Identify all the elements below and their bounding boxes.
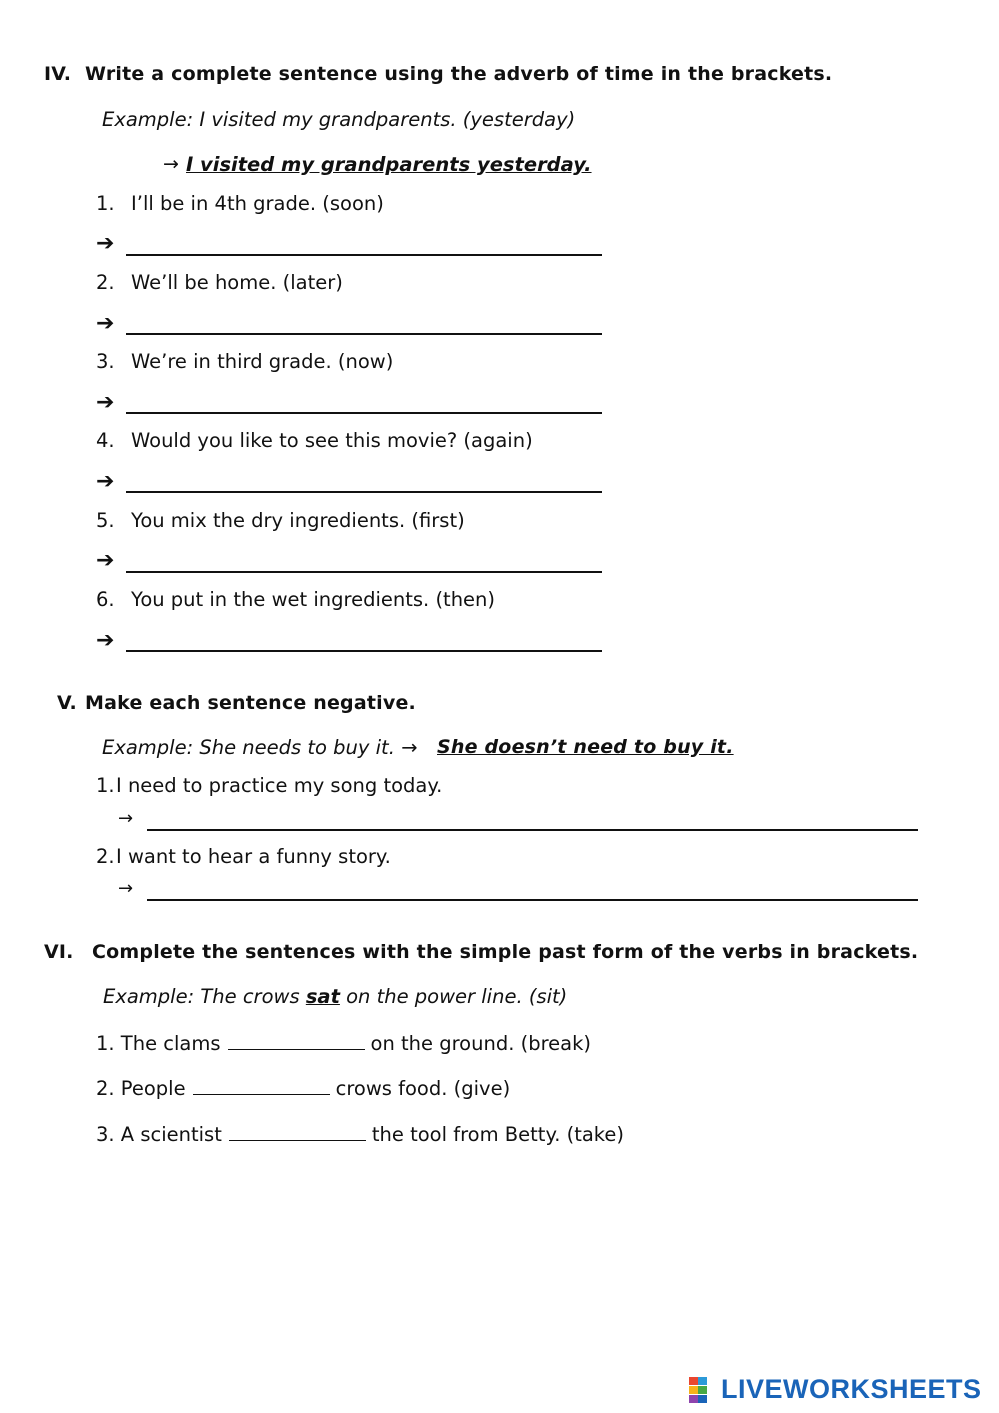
arrow-right-icon: ➔ — [96, 548, 115, 573]
answer-line-5-2[interactable] — [147, 899, 918, 901]
section-4-example-answer: I visited my grandparents yesterday. — [186, 153, 592, 176]
arrow-right-icon: → — [118, 808, 134, 829]
section-5-example-answer: She doesn’t need to buy it. — [437, 736, 734, 758]
answer-line-4-3[interactable] — [126, 412, 602, 414]
arrow-right-icon: ➔ — [96, 390, 115, 415]
section-4-numeral: IV. — [44, 63, 72, 85]
fill-blank-6-1[interactable] — [228, 1031, 365, 1050]
arrow-right-icon: ➔ — [96, 231, 115, 256]
item-6-2-after: crows food. (give) — [335, 1077, 511, 1100]
item-4-3-number: 3. — [96, 350, 115, 373]
arrow-right-icon: ➔ — [96, 469, 115, 494]
item-6-3-after: the tool from Betty. (take) — [371, 1123, 625, 1146]
section-6-example-after: on the power line. (sit) — [346, 985, 568, 1008]
answer-line-4-5[interactable] — [126, 571, 602, 573]
section-5-title: Make each sentence negative. — [85, 692, 416, 714]
item-5-1-text: I need to practice my song today. — [116, 774, 443, 797]
section-6-example-before: Example: The crows — [103, 985, 300, 1008]
section-5-numeral: V. — [57, 692, 77, 714]
arrow-right-icon: → — [118, 878, 134, 899]
item-6-2 — [96, 1076, 510, 1100]
arrow-right-icon: ➔ — [96, 311, 115, 336]
fill-blank-6-2[interactable] — [193, 1076, 330, 1095]
item-5-1-number: 1. — [96, 774, 115, 797]
item-4-6-text: You put in the wet ingredients. (then) — [131, 588, 496, 611]
section-6-title: Complete the sentences with the simple past form of the verbs in brackets. — [92, 941, 919, 963]
item-4-1-number: 1. — [96, 192, 115, 215]
item-4-2-text: We’ll be home. (later) — [131, 271, 343, 294]
section-6-example — [103, 985, 567, 1008]
item-4-6-number: 6. — [96, 588, 115, 611]
section-5-example: Example: She needs to buy it. → — [102, 736, 418, 759]
liveworksheets-logo — [689, 1374, 982, 1405]
item-6-3-before: 3. A scientist — [96, 1123, 222, 1146]
liveworksheets-logo-icon — [689, 1377, 717, 1403]
section-4-example: Example: I visited my grandparents. (yesterday) — [102, 108, 576, 131]
answer-line-4-6[interactable] — [126, 650, 602, 652]
item-5-2-number: 2. — [96, 845, 115, 868]
answer-line-4-4[interactable] — [126, 491, 602, 493]
item-4-4-text: Would you like to see this movie? (again) — [131, 429, 533, 452]
section-6-example-answer: sat — [305, 985, 340, 1008]
item-4-5-text: You mix the dry ingredients. (first) — [131, 509, 465, 532]
item-6-1-before: 1. The clams — [96, 1032, 221, 1055]
item-6-2-before: 2. People — [96, 1077, 186, 1100]
item-6-1-after: on the ground. (break) — [370, 1032, 592, 1055]
item-4-3-text: We’re in third grade. (now) — [131, 350, 394, 373]
section-4-title: Write a complete sentence using the adverb of time in the brackets. — [85, 63, 833, 85]
example-arrow-icon: → — [163, 153, 179, 175]
item-4-4-number: 4. — [96, 429, 115, 452]
answer-line-4-2[interactable] — [126, 333, 602, 335]
answer-line-5-1[interactable] — [147, 829, 918, 831]
answer-line-4-1[interactable] — [126, 254, 602, 256]
section-6-numeral: VI. — [44, 941, 74, 963]
liveworksheets-logo-text: LIVEWORKSHEETS — [721, 1374, 982, 1404]
item-4-5-number: 5. — [96, 509, 115, 532]
fill-blank-6-3[interactable] — [229, 1122, 366, 1141]
arrow-right-icon: ➔ — [96, 628, 115, 653]
item-6-1 — [96, 1031, 591, 1055]
item-6-3 — [96, 1122, 624, 1146]
item-4-1-text: I’ll be in 4th grade. (soon) — [131, 192, 384, 215]
item-5-2-text: I want to hear a funny story. — [116, 845, 391, 868]
item-4-2-number: 2. — [96, 271, 115, 294]
